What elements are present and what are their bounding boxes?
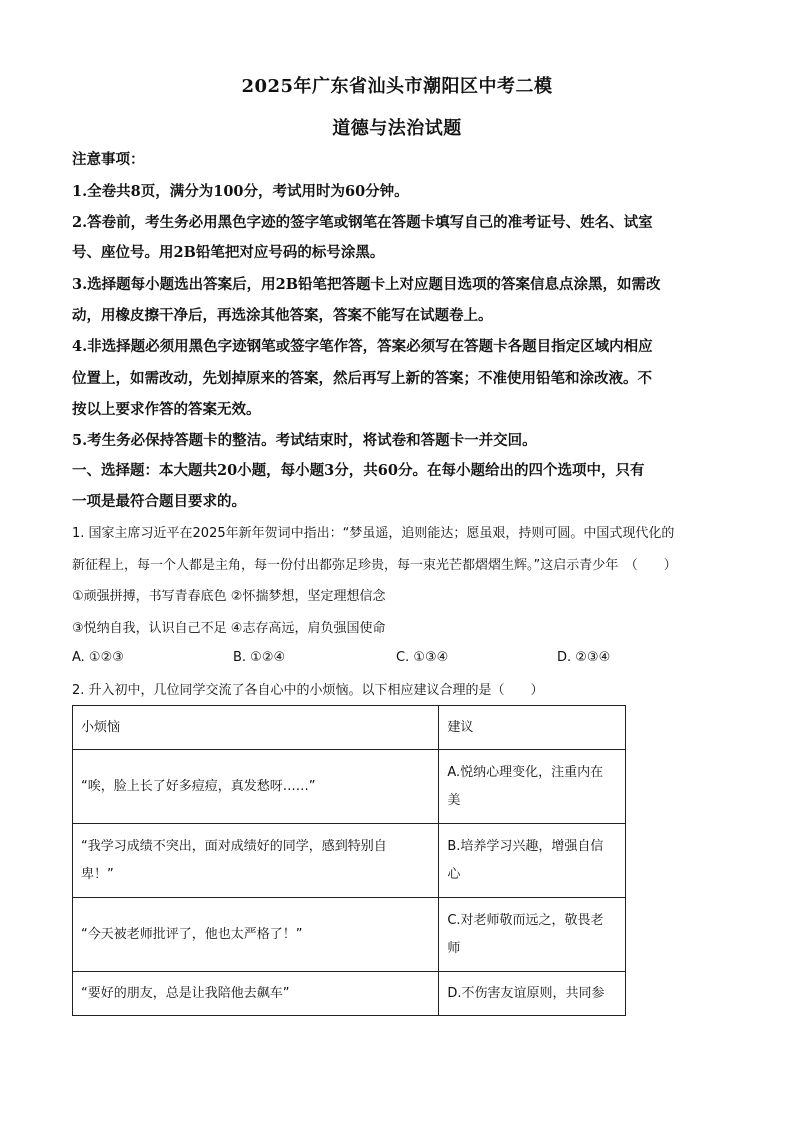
page-subtitle: 道德与法治试题 xyxy=(332,118,462,139)
q1-option-d: D. ②③④ xyxy=(557,650,611,665)
notice-line: 按以上要求作答的答案无效。 xyxy=(72,401,261,418)
q1-statements: ③悦纳自我，认识自己不足 ④志存高远，肩负强国使命 xyxy=(72,621,386,636)
table-header: 建议 xyxy=(439,706,626,750)
page-title: 2025年广东省汕头市潮阳区中考二模 xyxy=(241,76,553,97)
q2-table xyxy=(72,705,626,1016)
notice-line: 2.答卷前，考生务必用黑色字迹的签字笔或钢笔在答题卡填写自己的准考证号、姓名、试室 xyxy=(72,214,653,231)
table-header-row xyxy=(73,706,626,750)
table-row xyxy=(73,750,626,824)
notice-line: 1.全卷共8页，满分为100分，考试用时为60分钟。 xyxy=(72,183,409,200)
table-cell: D.不伤害友谊原则，共同参 xyxy=(439,972,626,1016)
table-row xyxy=(73,898,626,972)
table-cell: “我学习成绩不突出，面对成绩好的同学，感到特别自 卑！” xyxy=(73,824,439,898)
table-row xyxy=(73,824,626,898)
q1-stem-cont: 新征程上，每一个人都是主角，每一份付出都弥足珍贵，每一束光芒都熠熠生辉。”这启示青少年 （ ） xyxy=(72,558,677,573)
table-cell: “唉，脸上长了好多痘痘，真发愁呀……” xyxy=(73,750,439,824)
q1-statements: ①顽强拼搏，书写青春底色 ②怀揣梦想，坚定理想信念 xyxy=(72,589,386,604)
table-cell: C.对老师敬而远之，敬畏老 师 xyxy=(439,898,626,972)
notice-line: 3.选择题每小题选出答案后，用2B铅笔把答题卡上对应题目选项的答案信息点涂黑，如需改 xyxy=(72,276,661,293)
q1-stem: 1. 国家主席习近平在2025年新年贺词中指出：“梦虽遥，追则能达；愿虽艰，持则可圆。中国式现代化的 xyxy=(72,526,675,541)
notice-heading: 注意事项： xyxy=(72,151,145,168)
q2-stem: 2. 升入初中，几位同学交流了各自心中的小烦恼。以下相应建议合理的是（ ） xyxy=(72,683,544,698)
q1-option-b: B. ①②④ xyxy=(233,650,286,665)
table-cell: “要好的朋友，总是让我陪他去飙车” xyxy=(73,972,439,1016)
section-heading-cont: 一项是最符合题目要求的。 xyxy=(72,493,246,510)
notice-line: 位置上，如需改动，先划掉原来的答案，然后再写上新的答案；不准使用铅笔和涂改液。不 xyxy=(72,370,652,387)
section-heading: 一、选择题：本大题共20小题，每小题3分，共60分。在每小题给出的四个选项中，只有 xyxy=(72,462,645,479)
table-cell: B.培养学习兴趣，增强自信 心 xyxy=(439,824,626,898)
notice-line: 4.非选择题必须用黑色字迹钢笔或签字笔作答，答案必须写在答题卡各题目指定区域内相应 xyxy=(72,338,653,355)
q1-option-c: C. ①③④ xyxy=(396,650,449,665)
q1-option-a: A. ①②③ xyxy=(72,650,124,665)
notice-line: 动，用橡皮擦干净后，再选涂其他答案，答案不能写在试题卷上。 xyxy=(72,307,493,324)
table-cell: A.悦纳心理变化，注重内在 美 xyxy=(439,750,626,824)
notice-line: 5.考生务必保持答题卡的整洁。考试结束时，将试卷和答题卡一并交回。 xyxy=(72,432,537,449)
table-header: 小烦恼 xyxy=(73,706,439,750)
table-row xyxy=(73,972,626,1016)
table-cell: “今天被老师批评了，他也太严格了！” xyxy=(73,898,439,972)
notice-line: 号、座位号。用2B铅笔把对应号码的标号涂黑。 xyxy=(72,244,385,261)
